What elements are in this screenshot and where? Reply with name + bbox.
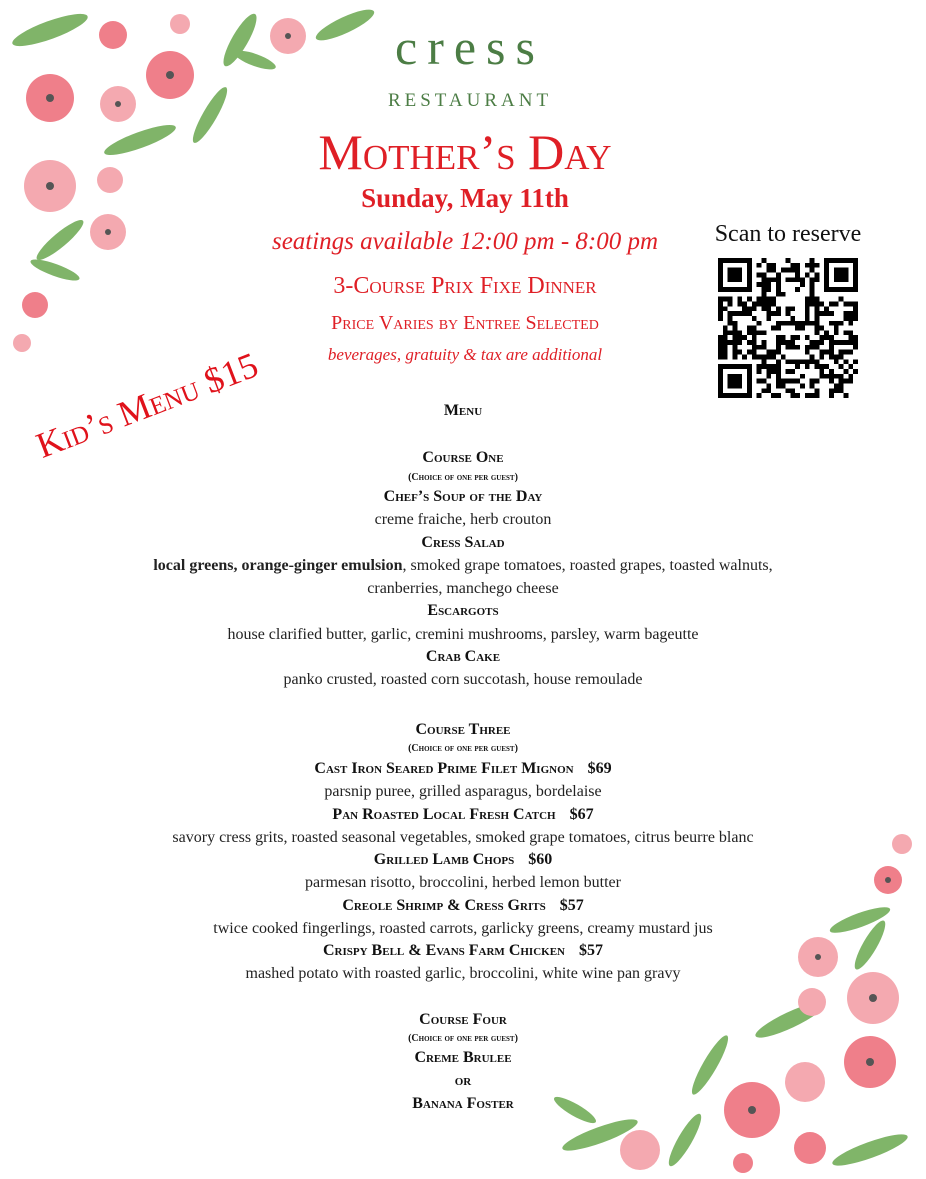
menu-item-desc: parmesan risotto, broccolini, herbed lemon butter bbox=[305, 874, 621, 891]
menu-item-desc: parsnip puree, grilled asparagus, bordelaise bbox=[324, 783, 602, 800]
menu-item-title: Creole Shrimp & Cress Grits bbox=[342, 897, 546, 914]
brand-subtitle: RESTAURANT bbox=[387, 90, 553, 111]
menu-item-name bbox=[100, 760, 826, 778]
menu-item-price: $67 bbox=[569, 806, 594, 823]
menu-item-name: Crab Cake bbox=[425, 648, 501, 665]
menu-item-name bbox=[100, 942, 826, 960]
brand-name: cress bbox=[395, 19, 545, 75]
menu-item-desc-bold: local greens, orange-ginger emulsion bbox=[153, 557, 403, 574]
event-date: Sunday, May 11th bbox=[361, 183, 569, 213]
menu-item-name bbox=[100, 851, 826, 869]
qr-code[interactable] bbox=[718, 258, 858, 398]
extras-note: beverages, gratuity & tax are additional bbox=[327, 345, 603, 364]
course-one-heading: Course One bbox=[422, 449, 504, 466]
menu-item-desc: panko crusted, roasted corn succotash, house remoulade bbox=[283, 671, 643, 688]
menu-title: Menu bbox=[443, 402, 483, 419]
menu-item-price: $60 bbox=[528, 851, 553, 868]
menu-item-name: Chef’s Soup of the Day bbox=[383, 488, 543, 505]
course-three-heading: Course Three bbox=[415, 721, 511, 738]
course-three-note: (Choice of one per guest) bbox=[408, 743, 518, 754]
event-title: Mother’s Day bbox=[318, 124, 612, 180]
menu-item-price: $57 bbox=[579, 942, 603, 959]
course-four-heading: Course Four bbox=[419, 1011, 507, 1028]
menu-item-desc bbox=[100, 557, 826, 575]
menu-item-title: Grilled Lamb Chops bbox=[373, 851, 515, 868]
menu-item-name: Escargots bbox=[427, 602, 499, 619]
kids-menu-banner: Kid’s Menu $15 bbox=[30, 344, 264, 466]
dessert-separator: or bbox=[454, 1072, 472, 1089]
menu-item-name bbox=[100, 806, 826, 824]
menu-item-price: $57 bbox=[559, 897, 584, 914]
menu-item-name bbox=[100, 897, 826, 915]
menu-item-desc: savory cress grits, roasted seasonal vegetables, smoked grape tomatoes, citrus beurre blanc bbox=[172, 829, 754, 846]
menu-item-price: $69 bbox=[587, 760, 612, 777]
menu-item-name: Cress Salad bbox=[421, 534, 505, 551]
menu-item-desc: cranberries, manchego cheese bbox=[367, 580, 559, 597]
seating-times: seatings available 12:00 pm - 8:00 pm bbox=[271, 228, 659, 255]
menu-item-desc: mashed potato with roasted garlic, broccolini, white wine pan gravy bbox=[245, 965, 681, 982]
menu-item-title: Pan Roasted Local Fresh Catch bbox=[332, 806, 556, 823]
menu-item-title: Crispy Bell & Evans Farm Chicken bbox=[323, 942, 565, 959]
price-note: Price Varies by Entree Selected bbox=[331, 312, 599, 334]
menu-item-desc: house clarified butter, garlic, cremini mushrooms, parsley, warm bageutte bbox=[227, 626, 699, 643]
course-one-note: (Choice of one per guest) bbox=[408, 472, 518, 483]
course-four-note: (Choice of one per guest) bbox=[408, 1033, 518, 1044]
menu-item-title: Cast Iron Seared Prime Filet Mignon bbox=[314, 760, 574, 777]
menu-item-desc: twice cooked fingerlings, roasted carrots, garlicky greens, creamy mustard jus bbox=[213, 920, 713, 937]
dessert-option: Creme Brulee bbox=[414, 1049, 512, 1066]
prix-fixe-label: 3-Course Prix Fixe Dinner bbox=[333, 273, 597, 299]
qr-label: Scan to reserve bbox=[714, 221, 862, 247]
menu-item-desc-rest: , smoked grape tomatoes, roasted grapes, toasted walnuts, bbox=[402, 557, 773, 574]
menu-item-desc: creme fraiche, herb crouton bbox=[374, 511, 552, 528]
dessert-option: Banana Foster bbox=[412, 1095, 514, 1112]
